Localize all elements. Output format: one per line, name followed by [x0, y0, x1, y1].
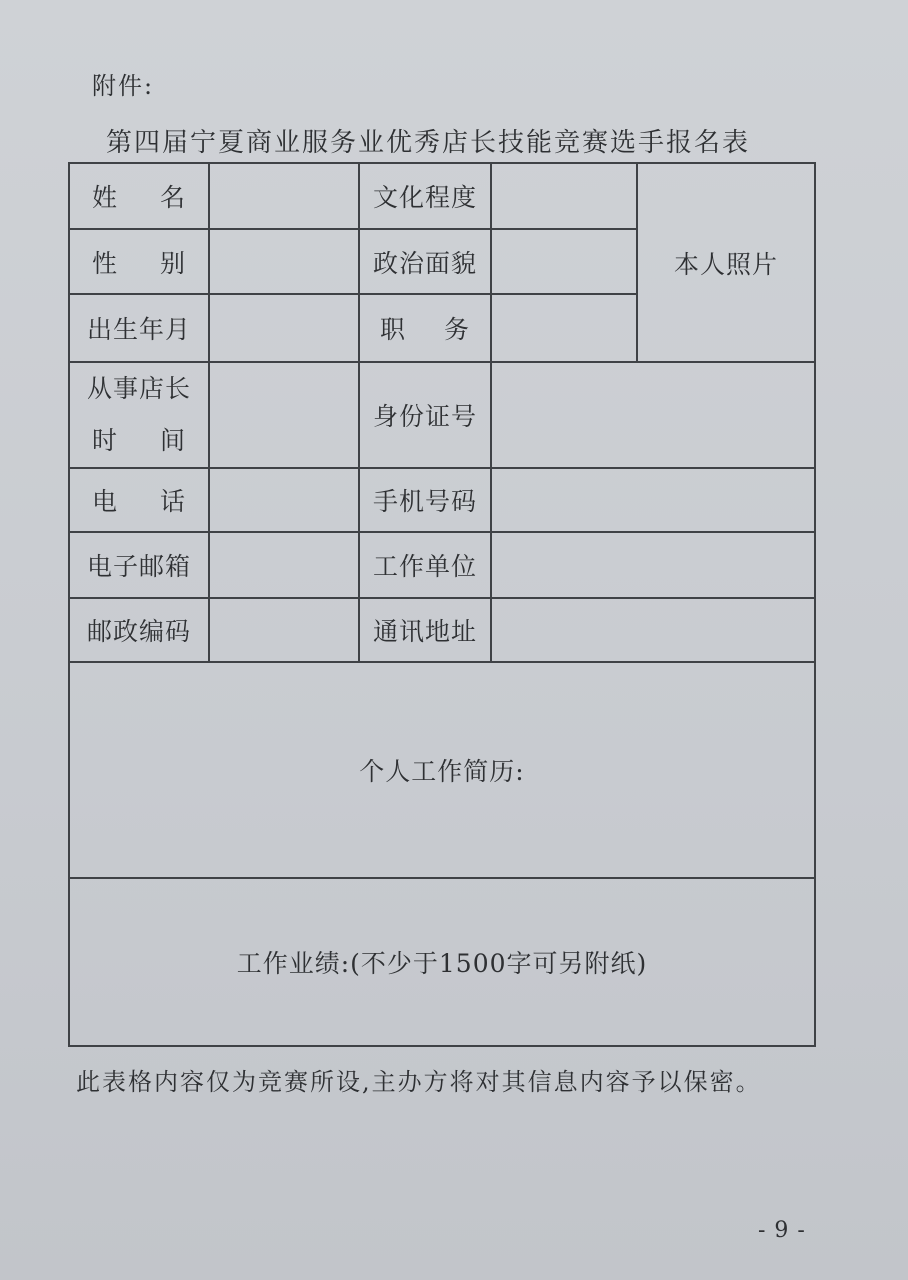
birth-date-field[interactable] [209, 294, 359, 362]
confidentiality-note: 此表格内容仅为竞赛所设,主办方将对其信息内容予以保密。 [76, 1068, 762, 1096]
achievements-section[interactable] [69, 878, 815, 1046]
photo-box[interactable]: 本人照片 [637, 163, 815, 362]
position-label: 职务 [359, 294, 491, 362]
mobile-field[interactable] [491, 468, 815, 532]
registration-form-table [68, 162, 816, 1047]
manager-years-label-line2: 时间 [92, 426, 186, 455]
manager-years-label [69, 362, 209, 468]
resume-section[interactable] [69, 662, 815, 878]
resume-label: 个人工作简历: [359, 757, 525, 786]
email-label: 电子邮箱 [69, 532, 209, 598]
address-field[interactable] [491, 598, 815, 662]
employer-field[interactable] [491, 532, 815, 598]
manager-years-label-line1: 从事店长 [86, 374, 191, 403]
political-status-field[interactable] [491, 229, 637, 294]
achievements-label: 工作业绩:(不少于1500字可另附纸) [236, 949, 648, 978]
postal-code-label: 邮政编码 [69, 598, 209, 662]
manager-years-field[interactable] [209, 362, 359, 468]
name-field[interactable] [209, 163, 359, 229]
mobile-label: 手机号码 [359, 468, 491, 532]
name-label: 姓名 [69, 163, 209, 229]
position-field[interactable] [491, 294, 637, 362]
postal-code-field[interactable] [209, 598, 359, 662]
education-label: 文化程度 [359, 163, 491, 229]
attachment-label: 附件: [92, 72, 155, 100]
page-number: - 9 - [758, 1218, 806, 1243]
phone-field[interactable] [209, 468, 359, 532]
education-field[interactable] [491, 163, 637, 229]
birth-date-label: 出生年月 [69, 294, 209, 362]
gender-field[interactable] [209, 229, 359, 294]
employer-label: 工作单位 [359, 532, 491, 598]
address-label: 通讯地址 [359, 598, 491, 662]
form-title: 第四届宁夏商业服务业优秀店长技能竞赛选手报名表 [106, 128, 751, 158]
gender-label: 性别 [69, 229, 209, 294]
id-number-field[interactable] [491, 362, 815, 468]
phone-label: 电话 [69, 468, 209, 532]
id-number-label: 身份证号 [359, 362, 491, 468]
political-status-label: 政治面貌 [359, 229, 491, 294]
email-field[interactable] [209, 532, 359, 598]
